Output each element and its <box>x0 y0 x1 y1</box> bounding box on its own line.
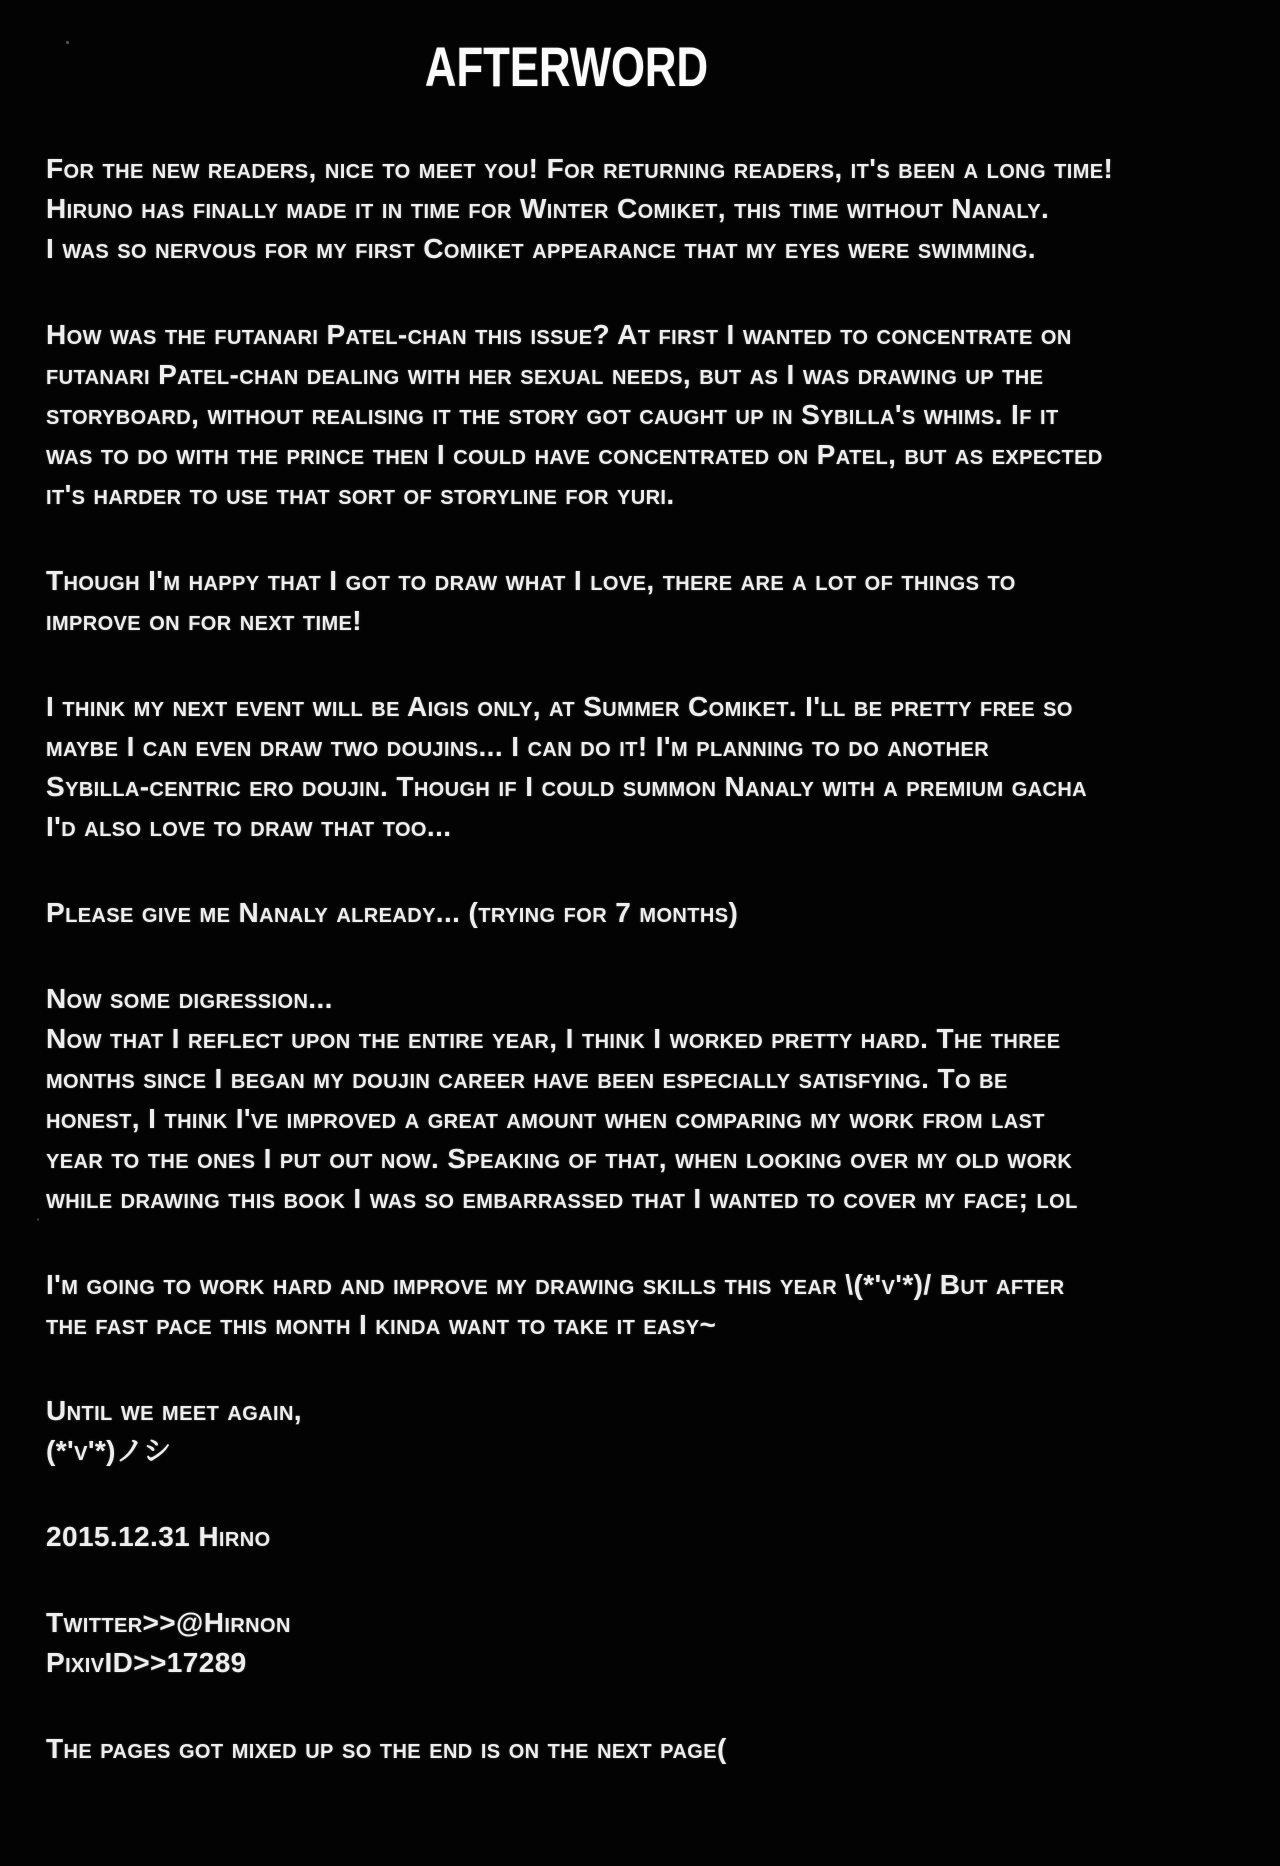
text-line: I was so nervous for my first Comiket appearance that my eyes were swimming. <box>46 233 1036 264</box>
paragraph-this-issue <box>46 315 1103 515</box>
text-line: months since I began my doujin career have been especially satisfying. To be <box>46 1063 1008 1094</box>
text-line: improve on for next time! <box>46 605 363 636</box>
afterword-body <box>46 149 1114 1769</box>
text-line: I'm going to work hard and improve my drawing skills this year \(*'v'*)/ But after <box>46 1269 1065 1300</box>
paragraph-resolution <box>46 1265 1100 1345</box>
text-line: it's harder to use that sort of storyline for yuri. <box>46 479 675 510</box>
text-line: For the new readers, nice to meet you! For returning readers, it's been a long time! <box>46 153 1114 184</box>
paragraph-intro <box>46 149 1114 269</box>
title-wrap <box>46 34 1086 99</box>
text-line: I'd also love to draw that too... <box>46 811 452 842</box>
text-line: (*'v'*)ノシ <box>46 1435 172 1466</box>
paragraph-contact <box>46 1603 1100 1683</box>
text-line: How was the futanari Patel-chan this issue? At first I wanted to concentrate on <box>46 319 1072 350</box>
text-line: maybe I can even draw two doujins... I can do it! I'm planning to do another <box>46 731 990 762</box>
paragraph-digression <box>46 979 1100 1219</box>
text-line: Please give me Nanaly already... (trying for 7 months) <box>46 897 739 928</box>
text-line: year to the ones I put out now. Speaking of that, when looking over my old work <box>46 1143 1073 1174</box>
text-line: The pages got mixed up so the end is on the next page( <box>46 1733 727 1764</box>
paragraph-sign-off <box>46 1391 1100 1471</box>
paragraph-happy-draw <box>46 561 1100 641</box>
text-line: storyboard, without realising it the story got caught up in Sybilla's whims. If it <box>46 399 1059 430</box>
text-line: Hiruno has finally made it in time for Winter Comiket, this time without Nanaly. <box>46 193 1050 224</box>
text-line: honest, I think I've improved a great amount when comparing my work from last <box>46 1103 1045 1134</box>
page-title: AFTERWORD <box>424 35 708 98</box>
paragraph-date-credit <box>46 1517 1100 1557</box>
text-line: Twitter>>@Hirnon <box>46 1607 291 1638</box>
text-line: was to do with the prince then I could have concentrated on Patel, but as expected <box>46 439 1103 470</box>
text-line: the fast pace this month I kinda want to take it easy~ <box>46 1309 717 1340</box>
text-line: PixivID>>17289 <box>46 1647 247 1678</box>
text-line: while drawing this book I was so embarrassed that I wanted to cover my face; lol <box>46 1183 1078 1214</box>
text-line: Though I'm happy that I got to draw what I love, there are a lot of things to <box>46 565 1016 596</box>
text-line: Now that I reflect upon the entire year, I think I worked pretty hard. The three <box>46 1023 1061 1054</box>
text-line: I think my next event will be Aigis only, at Summer Comiket. I'll be pretty free so <box>46 691 1073 722</box>
text-line: Until we meet again, <box>46 1395 302 1426</box>
scan-speck <box>66 41 69 44</box>
text-line: 2015.12.31 Hirno <box>46 1521 271 1552</box>
text-line: Now some digression... <box>46 983 333 1014</box>
text-line: Sybilla-centric ero doujin. Though if I could summon Nanaly with a premium gacha <box>46 771 1088 802</box>
paragraph-nanaly-plea <box>46 893 1100 933</box>
paragraph-next-event <box>46 687 1100 847</box>
text-line: futanari Patel-chan dealing with her sexual needs, but as I was drawing up the <box>46 359 1044 390</box>
paragraph-page-note <box>46 1729 1100 1769</box>
scan-speck <box>37 1218 39 1221</box>
